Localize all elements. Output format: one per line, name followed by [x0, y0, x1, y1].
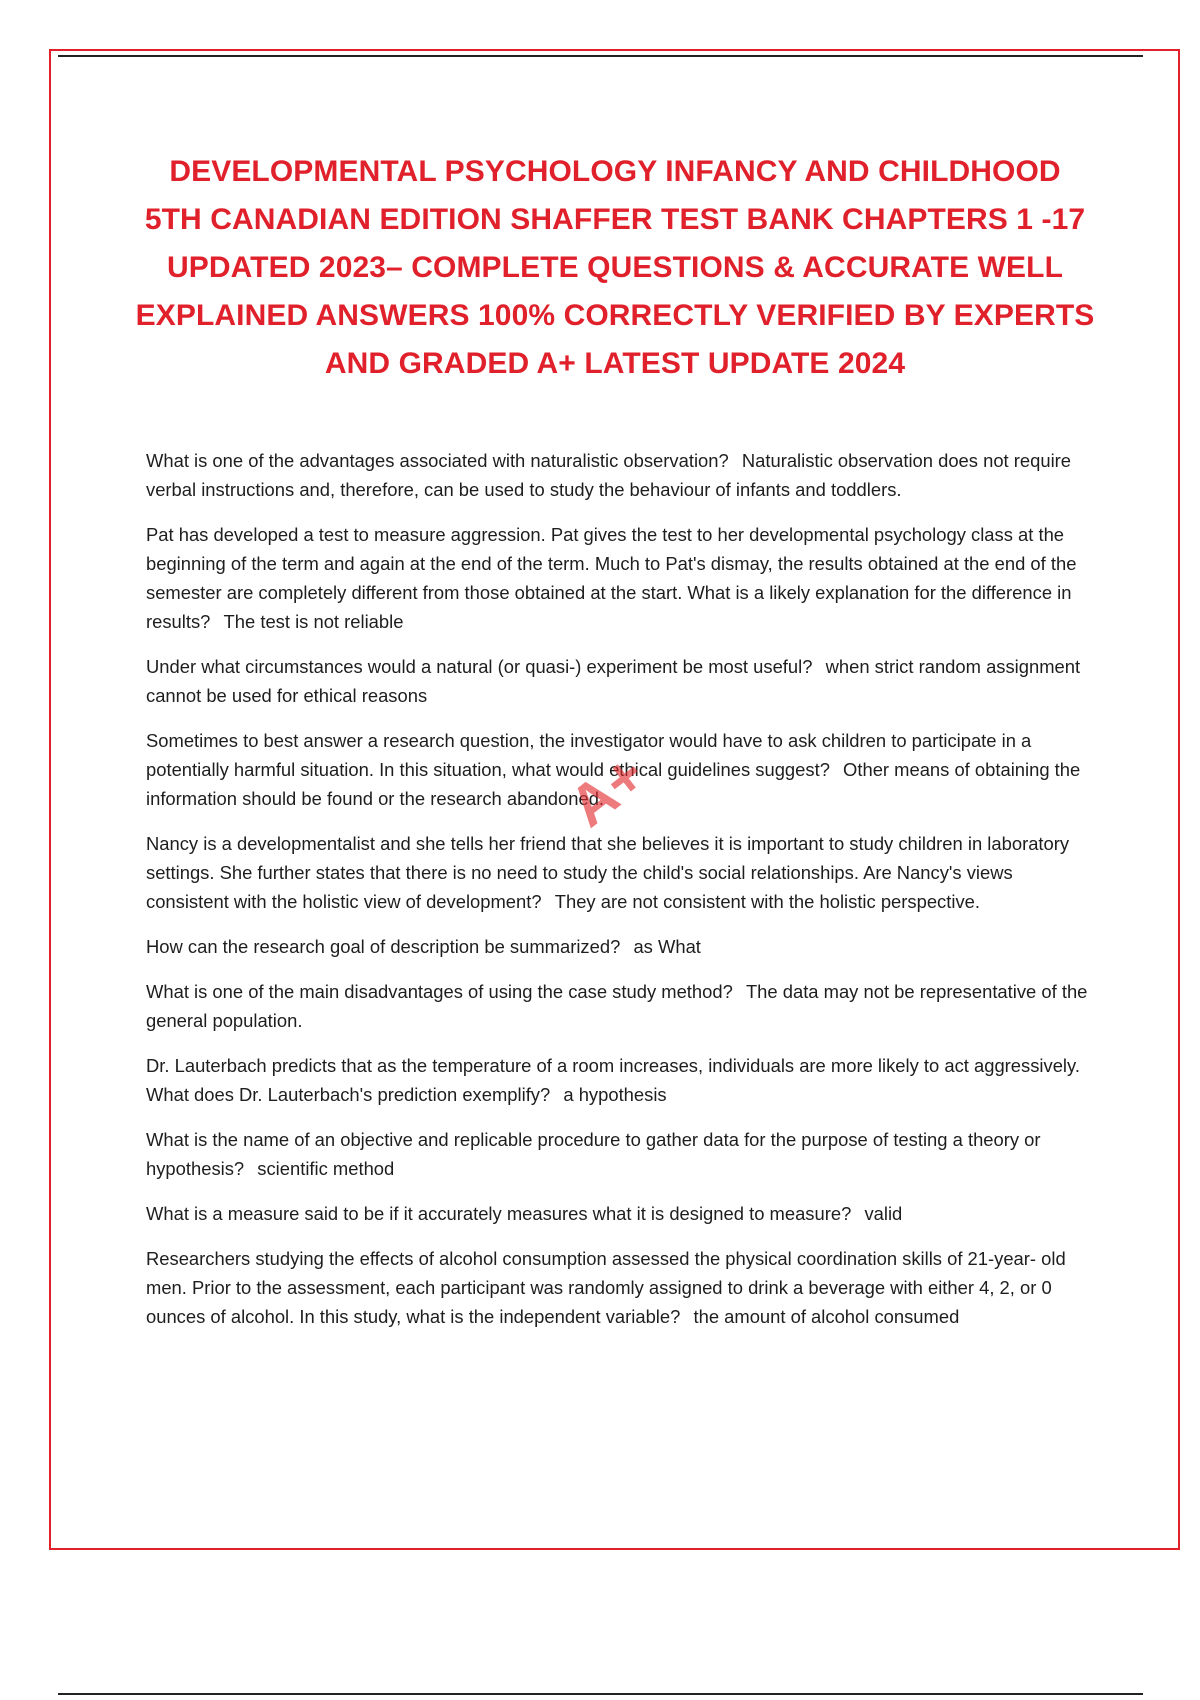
qa-item — [146, 726, 1092, 813]
qa-item — [146, 446, 1092, 504]
qa-item — [146, 829, 1092, 916]
question-answer-list — [146, 446, 1092, 1347]
a-plus-watermark: A+ — [557, 741, 658, 840]
answer-text: Naturalistic observation does not require verbal instructions and, therefore, can be used to study the behaviour of infants and toddlers. — [146, 450, 1072, 500]
question-text: Pat has developed a test to measure aggression. Pat gives the test to her developmental psychology class at the beginning of the term and again at the end of the term. Much to Pat's dismay, the results obtained at the end of the semester are completely different from those obtained at the start. What is a likely explanation for the difference in results? — [146, 524, 1077, 632]
qa-item — [146, 932, 1092, 961]
question-text: What is one of the advantages associated with naturalistic observation? — [146, 450, 729, 471]
question-text: Sometimes to best answer a research question, the investigator would have to ask children to participate in a potentially harmful situation. In this situation, what would ethical guidelines suggest? — [146, 730, 1032, 780]
qa-item — [146, 977, 1092, 1035]
question-text: Nancy is a developmentalist and she tells her friend that she believes it is important to study children in laboratory settings. She further states that there is no need to study the child's social relationships. Are Nancy's views consistent with the holistic view of development? — [146, 833, 1070, 912]
answer-text: a hypothesis — [563, 1084, 667, 1105]
answer-text: valid — [864, 1203, 903, 1224]
title-line-3: UPDATED 2023– COMPLETE QUESTIONS & ACCURATE WELL — [167, 251, 1063, 284]
question-text: Dr. Lauterbach predicts that as the temperature of a room increases, individuals are more likely to act aggressively. What does Dr. Lauterbach's prediction exemplify? — [146, 1055, 1080, 1105]
title-line-1: DEVELOPMENTAL PSYCHOLOGY INFANCY AND CHILDHOOD — [169, 155, 1061, 188]
question-text: Under what circumstances would a natural (or quasi-) experiment be most useful? — [146, 656, 813, 677]
question-text: Researchers studying the effects of alcohol consumption assessed the physical coordination skills of 21-year- old men. Prior to the assessment, each participant was randomly assigned to drink a beverage with either 4, 2, or 0 ounces of alcohol. In this study, what is the independent variable? — [146, 1248, 1066, 1327]
question-text: What is a measure said to be if it accurately measures what it is designed to measure? — [146, 1203, 852, 1224]
answer-text: the amount of alcohol consumed — [693, 1306, 960, 1327]
title-line-5: AND GRADED A+ LATEST UPDATE 2024 — [324, 347, 906, 380]
answer-text: when strict random assignment cannot be used for ethical reasons — [146, 656, 1081, 706]
answer-text: They are not consistent with the holistic perspective. — [554, 891, 980, 912]
answer-text: as What — [633, 936, 701, 957]
question-text: How can the research goal of description be summarized? — [146, 936, 621, 957]
title-line-4: EXPLAINED ANSWERS 100% CORRECTLY VERIFIED BY EXPERTS — [135, 299, 1095, 332]
answer-text: scientific method — [257, 1158, 395, 1179]
qa-item — [146, 1051, 1092, 1109]
bottom-rule — [58, 1693, 1143, 1695]
answer-text: The test is not reliable — [223, 611, 404, 632]
question-text: What is the name of an objective and replicable procedure to gather data for the purpose of testing a theory or hypothesis? — [146, 1129, 1041, 1179]
qa-item — [146, 652, 1092, 710]
document-title — [120, 148, 1110, 388]
qa-item — [146, 520, 1092, 636]
answer-text: Other means of obtaining the information should be found or the research abandoned. — [146, 759, 1081, 809]
title-line-2: 5TH CANADIAN EDITION SHAFFER TEST BANK CHAPTERS 1 -17 — [144, 203, 1086, 236]
answer-text: The data may not be representative of the general population. — [146, 981, 1088, 1031]
qa-item — [146, 1199, 1092, 1228]
question-text: What is one of the main disadvantages of using the case study method? — [146, 981, 733, 1002]
qa-item — [146, 1125, 1092, 1183]
qa-item — [146, 1244, 1092, 1331]
